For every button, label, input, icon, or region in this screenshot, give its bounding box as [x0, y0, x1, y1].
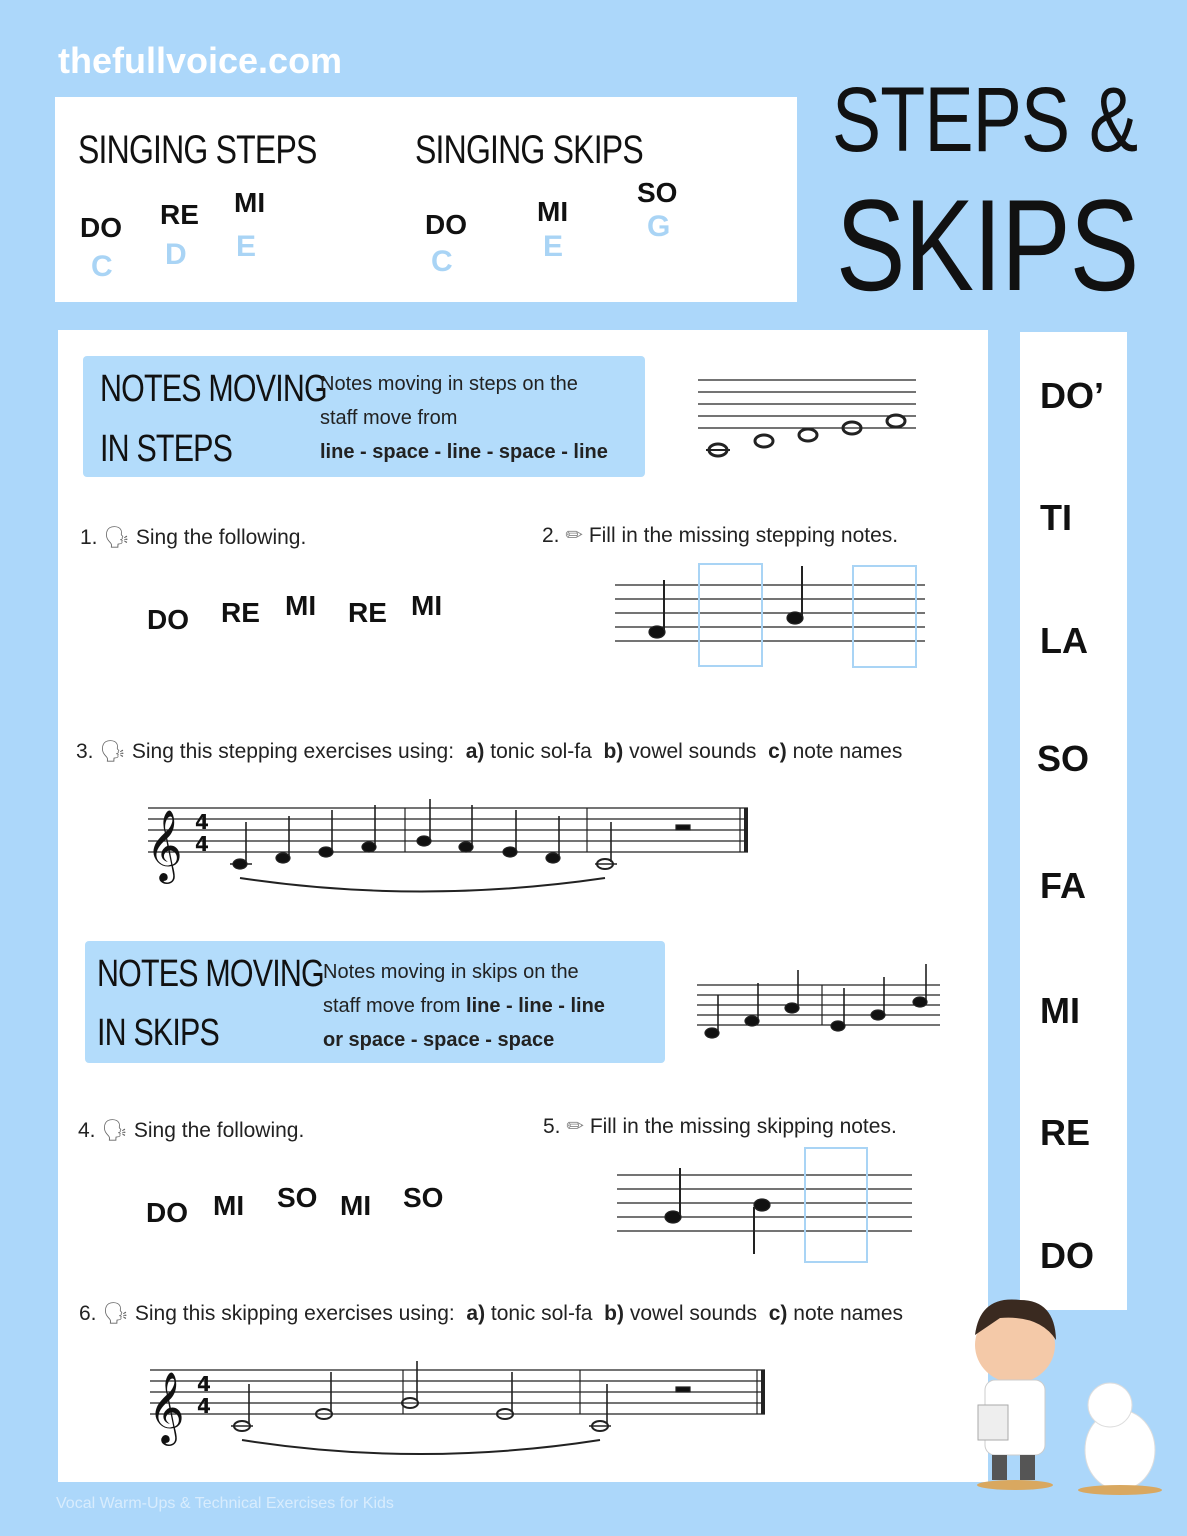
q-num: 2.	[542, 524, 560, 547]
text-line: or space - space - space	[323, 1029, 555, 1051]
treble-clef-icon: 𝄞	[146, 808, 183, 881]
answer-box	[805, 1148, 867, 1262]
text-line: line - space - line - space - line	[320, 441, 608, 463]
q-num: 6.	[79, 1302, 97, 1325]
opt-text: tonic sol-fa	[490, 740, 592, 763]
singer-illustration	[975, 1299, 1056, 1490]
answer-box	[853, 566, 916, 667]
q-num: 4.	[78, 1119, 96, 1142]
solfa: DO	[146, 1197, 188, 1228]
solfa: DO	[147, 604, 189, 635]
text-line: staff move from	[320, 407, 458, 429]
opt: b)	[603, 740, 624, 763]
q-text: Sing the following.	[133, 1119, 305, 1142]
opt: c)	[768, 1302, 788, 1325]
footer: Vocal Warm-Ups & Technical Exercises for Kids	[56, 1495, 394, 1512]
skips-example-staff	[697, 964, 940, 1038]
exercise-2-staff	[615, 564, 925, 667]
text-line: Notes moving in steps on the	[320, 373, 578, 395]
q-num: 3.	[76, 740, 94, 763]
whole-note	[799, 429, 817, 441]
opt: c)	[768, 740, 787, 763]
sol: DO	[80, 212, 122, 243]
steps-info-heading: IN STEPS	[100, 428, 233, 470]
solfa: MI	[213, 1190, 245, 1221]
whole-note	[755, 435, 773, 447]
opt-text: vowel sounds	[629, 1302, 758, 1325]
text-line: Notes moving in skips on the	[323, 961, 579, 983]
text-bold: line - line - line	[466, 995, 605, 1017]
q-num: 1.	[80, 526, 98, 549]
ladder-item: SO	[1037, 738, 1090, 779]
q-num: 5.	[543, 1115, 561, 1138]
sol: RE	[160, 199, 199, 230]
solfa: MI	[340, 1190, 372, 1221]
sol: MI	[537, 196, 569, 227]
pencil-icon: ✏	[565, 524, 583, 547]
solfa: MI	[285, 590, 317, 621]
exercise-6-staff	[148, 1361, 765, 1454]
letter: D	[165, 238, 187, 271]
q-text: Sing the following.	[135, 526, 307, 549]
skips-info-heading: NOTES MOVING	[97, 953, 324, 995]
ladder-item: FA	[1040, 865, 1087, 906]
quarter-note	[787, 612, 803, 624]
opt: b)	[604, 1302, 624, 1325]
site-name: thefullvoice.com	[58, 40, 343, 81]
singing-head-icon: 🗣	[99, 740, 127, 763]
ladder-item: DO’	[1040, 375, 1105, 416]
q-text: Sing this stepping exercises using:	[131, 740, 455, 763]
opt: a)	[466, 1302, 486, 1325]
ladder-item: TI	[1040, 497, 1072, 538]
solfa: MI	[411, 590, 443, 621]
exercise-5-staff	[617, 1148, 912, 1262]
text: staff move from	[323, 995, 467, 1017]
ladder-item: MI	[1040, 990, 1080, 1031]
slur	[240, 878, 605, 892]
q-text: Fill in the missing skipping notes.	[589, 1115, 897, 1138]
singing-head-icon: 🗣	[103, 526, 131, 549]
solfa: SO	[277, 1182, 318, 1213]
skips-heading: SINGING SKIPS	[415, 128, 643, 172]
opt-text: note names	[792, 740, 903, 763]
letter: E	[236, 230, 257, 263]
time-sig-bottom: 4	[195, 832, 209, 856]
ladder-item: DO	[1040, 1235, 1094, 1276]
opt-text: vowel sounds	[629, 740, 757, 763]
ladder-item: RE	[1040, 1112, 1091, 1153]
time-sig-bottom: 4	[197, 1394, 211, 1418]
half-rest	[676, 825, 690, 830]
steps-info-heading: NOTES MOVING	[100, 368, 327, 410]
letter: E	[543, 230, 564, 263]
cat-illustration	[1078, 1383, 1162, 1495]
letter: C	[91, 250, 113, 283]
exercise-3-staff	[146, 799, 748, 892]
title-line2: SKIPS	[836, 172, 1139, 318]
steps-heading: SINGING STEPS	[78, 128, 317, 172]
skips-info-heading: IN SKIPS	[97, 1012, 219, 1054]
sol: DO	[425, 209, 467, 240]
treble-clef-icon: 𝄞	[148, 1370, 185, 1443]
singing-head-icon: 🗣	[101, 1119, 129, 1142]
q-text: Sing this skipping exercises using:	[134, 1302, 455, 1325]
quarter-note	[649, 626, 665, 638]
quarter-note	[665, 1211, 681, 1223]
sol: MI	[234, 187, 266, 218]
opt: a)	[465, 740, 485, 763]
sol: SO	[637, 177, 678, 208]
solfa: RE	[348, 597, 387, 628]
whole-note	[887, 415, 905, 427]
opt-text: tonic sol-fa	[490, 1302, 593, 1325]
slur	[242, 1440, 600, 1454]
letter: G	[647, 210, 671, 243]
q-text: Fill in the missing stepping notes.	[588, 524, 899, 547]
singing-head-icon: 🗣	[102, 1302, 130, 1325]
solfa: RE	[221, 597, 260, 628]
time-sig-top: 4	[197, 1372, 211, 1396]
time-sig-top: 4	[195, 810, 209, 834]
half-rest	[676, 1387, 690, 1392]
steps-example-staff	[698, 380, 916, 456]
answer-box	[699, 564, 762, 666]
letter: C	[431, 245, 453, 278]
title-line1: STEPS &	[832, 69, 1138, 171]
quarter-note	[754, 1199, 770, 1211]
solfa: SO	[403, 1182, 444, 1213]
opt-text: note names	[793, 1302, 904, 1325]
pencil-icon: ✏	[566, 1115, 584, 1138]
ladder-item: LA	[1040, 620, 1088, 661]
